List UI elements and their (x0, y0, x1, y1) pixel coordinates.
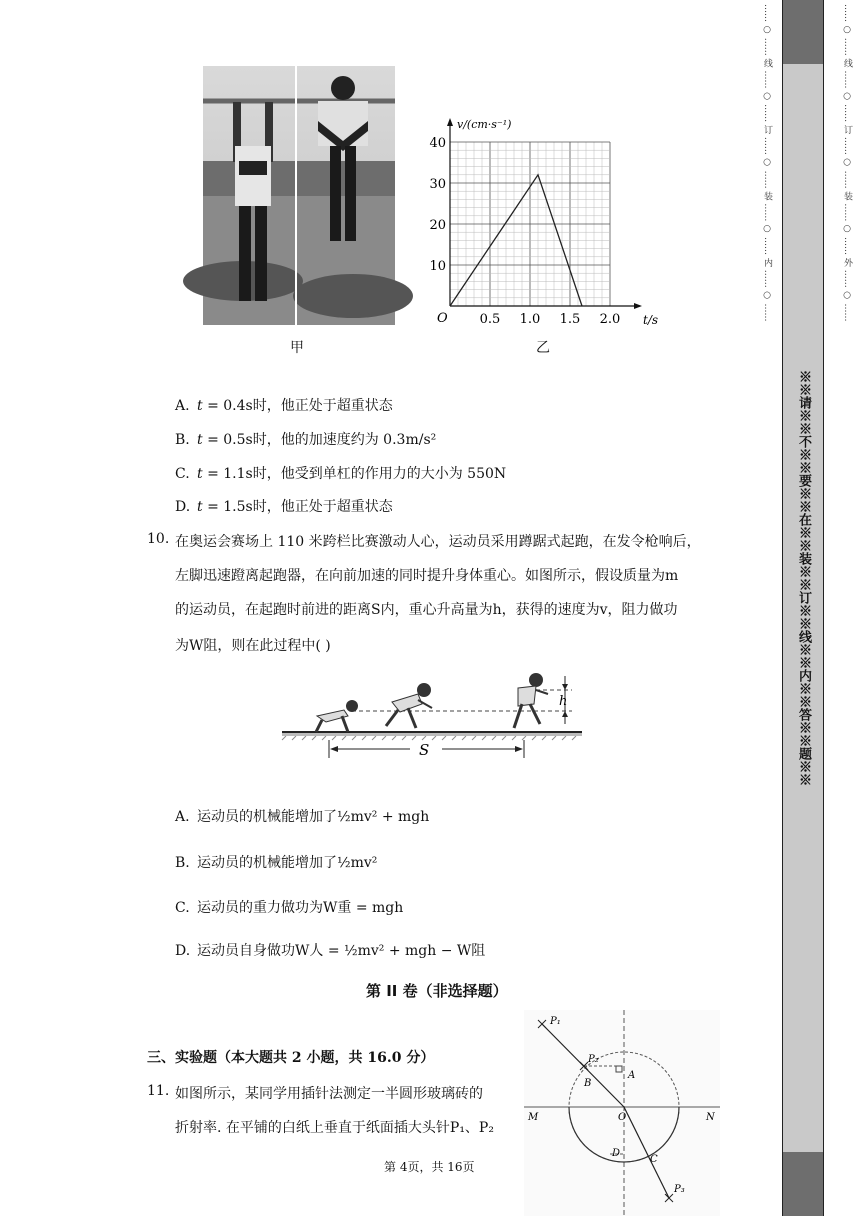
label-c: C (650, 1154, 658, 1165)
label-n: N (706, 1112, 715, 1123)
x-tick-label: 1.5 (559, 312, 581, 327)
y-tick-label: 40 (429, 136, 446, 151)
q10-option-b: B. 运动员的机械能增加了½mv² (175, 855, 378, 871)
q10-line-4: 为W阻，则在此过程中( ) (175, 638, 331, 654)
q9-option-d: D. t = 1.5s时，他正处于超重状态 (175, 499, 393, 515)
label-b: B (584, 1078, 592, 1089)
margin-inner-warning: ※※请※※不※※要※※在※※装※※订※※线※※内※※答※※题※※ (796, 370, 811, 786)
y-tick-label: 30 (429, 177, 446, 192)
label-p3: P₃ (674, 1184, 685, 1195)
x-tick-label: 1.0 (519, 312, 541, 327)
binding-margin (742, 0, 860, 1216)
q9-option-b: B. t = 0.5s时，他的加速度约为 0.3m/s² (175, 432, 437, 448)
figure-caption-jia: 甲 (290, 340, 304, 356)
x-tick-label: 0.5 (479, 312, 501, 327)
q9-option-c: C. t = 1.1s时，他受到单杠的作用力的大小为 550N (175, 466, 507, 482)
refraction-figure (524, 1010, 720, 1216)
q10-option-d: D. 运动员自身做功W人 = ½mv² + mgh − W阻 (175, 943, 486, 959)
q10-line-1: 在奥运会赛场上 110 米跨栏比赛激动人心，运动员采用蹲踞式起跑，在发令枪响后， (175, 534, 701, 550)
label-o: O (618, 1112, 627, 1123)
label-d: D (612, 1148, 621, 1159)
chart-x-label: t/s (643, 313, 659, 327)
q10-option-c: C. 运动员的重力做功为W重 = mgh (175, 900, 404, 916)
chart-y-label: v/(cm·s⁻¹) (457, 118, 512, 131)
q10-line-3: 的运动员，在起跑时前进的距离S内，重心升高量为h，获得的速度为v，阻力做功 (175, 602, 678, 618)
figure-caption-yi: 乙 (536, 340, 550, 356)
chart-origin: O (437, 311, 448, 326)
margin-left-column (758, 4, 772, 1212)
label-p2: P₂ (588, 1054, 599, 1065)
page-footer: 第 4页，共 16页 (384, 1160, 475, 1174)
y-tick-label: 20 (429, 218, 446, 233)
margin-dark-block-top (783, 0, 823, 64)
label-a: A (628, 1070, 636, 1081)
q10-option-a: A. 运动员的机械能增加了½mv² + mgh (175, 809, 430, 825)
velocity-time-chart (425, 114, 665, 334)
margin-right-column (838, 4, 852, 1212)
margin-right-dots: …… ○ …… 线 …… ○ …… 订 …… ○ …… 装 …… ○ …… 外 …… ○ …… (842, 4, 852, 322)
q11-line-2: 折射率. 在平铺的白纸上垂直于纸面插大头针P₁、P₂ (175, 1120, 494, 1136)
section3-heading: 三、实验题（本大题共 2 小题，共 16.0 分） (147, 1050, 435, 1066)
label-p1: P₁ (550, 1016, 561, 1027)
margin-dark-block-bottom (783, 1152, 823, 1216)
y-axis-arrow (447, 118, 453, 126)
margin-left-dots: …… ○ …… 线 …… ○ …… 订 …… ○ …… 装 …… ○ …… 内 …… ○ …… (762, 4, 772, 322)
figure-label-h: h (559, 694, 568, 709)
q9-option-a: A. t = 0.4s时，他正处于超重状态 (175, 398, 393, 414)
label-m: M (528, 1112, 539, 1123)
x-tick-label: 2.0 (599, 312, 621, 327)
q11-line-1: 如图所示，某同学用插针法测定一半圆形玻璃砖的 (175, 1086, 483, 1102)
q11-number: 11. (147, 1083, 170, 1099)
q10-line-2: 左脚迅速蹬离起跑器，在向前加速的同时提升身体重心。如图所示，假设质量为m (175, 568, 679, 584)
pullup-photo (203, 66, 395, 325)
y-tick-label: 10 (429, 259, 446, 274)
sprint-start-figure (282, 668, 582, 764)
x-axis-arrow (634, 303, 642, 309)
figure-label-s: S (419, 741, 430, 759)
q10-number: 10. (147, 531, 170, 547)
section-title: 第 II 卷（非选择题） (366, 982, 508, 1000)
